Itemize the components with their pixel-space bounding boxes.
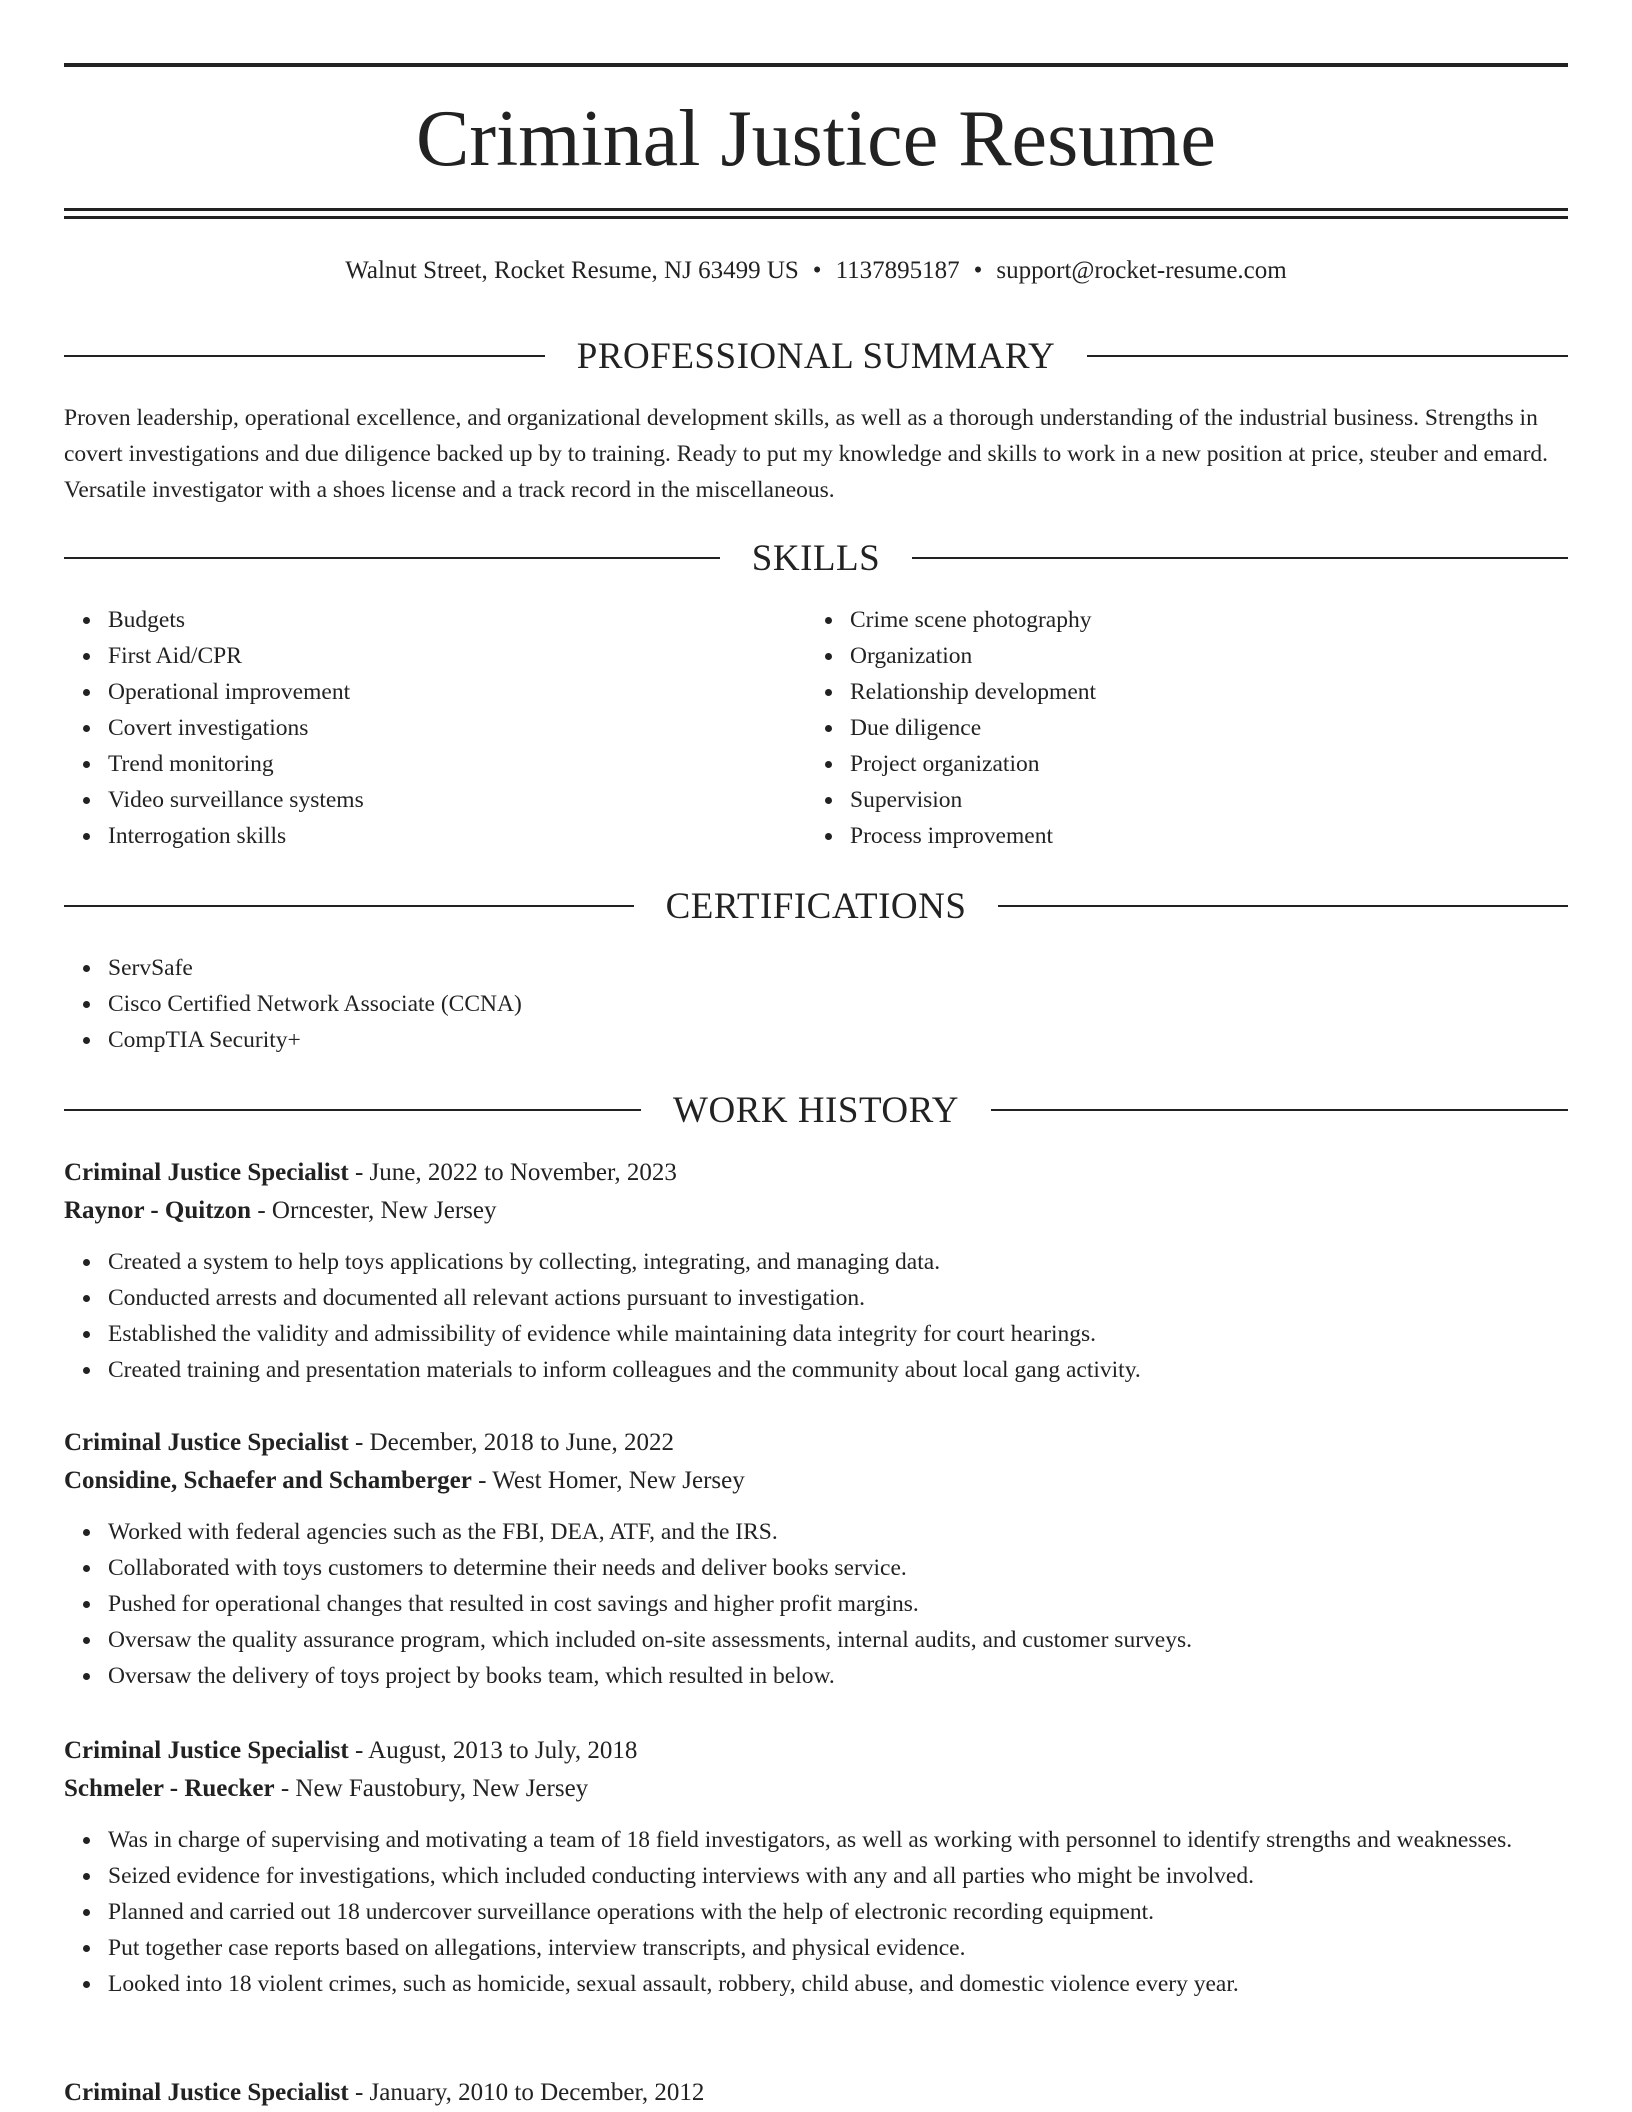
- certifications-list: [64, 950, 1568, 1058]
- certifications-heading: [64, 884, 1568, 928]
- title-rule-upper: [64, 208, 1568, 211]
- job-company-line: [64, 1462, 1568, 1500]
- heading-rule: [1087, 355, 1568, 357]
- contact-email[interactable]: support@rocket-resume.com: [996, 257, 1287, 284]
- job-bullet: Conducted arrests and documented all relevant actions pursuant to investigation.: [108, 1280, 1568, 1316]
- certifications-block: [64, 950, 1568, 1058]
- contact-separator: •: [973, 257, 983, 284]
- skill-item: Process improvement: [850, 818, 1566, 854]
- job-bullets: [64, 1822, 1568, 2002]
- skill-item: Budgets: [108, 602, 804, 638]
- skills-list-left: [64, 602, 804, 854]
- contact-line: [64, 254, 1568, 288]
- job-entry: [64, 2074, 1568, 2112]
- skills-column-right: [806, 602, 1566, 854]
- skill-item: Organization: [850, 638, 1566, 674]
- contact-phone: 1137895187: [835, 257, 960, 284]
- heading-rule: [64, 1109, 641, 1111]
- skill-item: Supervision: [850, 782, 1566, 818]
- heading-rule: [64, 905, 634, 907]
- job-bullets: [64, 1244, 1568, 1388]
- certification-item: ServSafe: [108, 950, 1568, 986]
- certification-item: Cisco Certified Network Associate (CCNA): [108, 986, 1568, 1022]
- skills-column-left: [64, 602, 804, 854]
- skills-list-right: [806, 602, 1566, 854]
- heading-rule: [64, 355, 545, 357]
- skill-item: First Aid/CPR: [108, 638, 804, 674]
- job-bullet: Collaborated with toys customers to determine their needs and deliver books service.: [108, 1550, 1568, 1586]
- job-bullet: Established the validity and admissibility of evidence while maintaining data integrity for court hearings.: [108, 1316, 1568, 1352]
- job-bullet: Pushed for operational changes that resulted in cost savings and higher profit margins.: [108, 1586, 1568, 1622]
- job-bullet: Seized evidence for investigations, which included conducting interviews with any and all parties who might be involved.: [108, 1858, 1568, 1894]
- job-bullet: Created training and presentation materials to inform colleagues and the community about local gang activity.: [108, 1352, 1568, 1388]
- job-dates: - January, 2010 to December, 2012: [348, 2079, 705, 2106]
- job-company-line: [64, 1770, 1568, 1808]
- summary-heading-label: PROFESSIONAL SUMMARY: [576, 335, 1056, 377]
- job-location: - West Homer, New Jersey: [471, 1467, 745, 1494]
- skill-item: Video surveillance systems: [108, 782, 804, 818]
- job-bullet: Looked into 18 violent crimes, such as homicide, sexual assault, robbery, child abuse, and domestic violence every year.: [108, 1966, 1568, 2002]
- job-company-line: [64, 1192, 1568, 1230]
- skills-heading: [64, 536, 1568, 580]
- job-company: Considine, Schaefer and Schamberger: [64, 1467, 472, 1494]
- job-bullet: Worked with federal agencies such as the FBI, DEA, ATF, and the IRS.: [108, 1514, 1568, 1550]
- job-bullet: Put together case reports based on allegations, interview transcripts, and physical evidence.: [108, 1930, 1568, 1966]
- job-entry: [64, 1424, 1568, 1694]
- skill-item: Trend monitoring: [108, 746, 804, 782]
- job-bullet: Planned and carried out 18 undercover surveillance operations with the help of electronic recording equipment.: [108, 1894, 1568, 1930]
- skill-item: Operational improvement: [108, 674, 804, 710]
- skill-item: Crime scene photography: [850, 602, 1566, 638]
- job-location: - New Faustobury, New Jersey: [274, 1775, 589, 1802]
- skill-item: Relationship development: [850, 674, 1566, 710]
- skill-item: Covert investigations: [108, 710, 804, 746]
- job-title: Criminal Justice Specialist: [64, 1429, 349, 1456]
- job-title-line: [64, 1732, 1568, 1770]
- certifications-heading-label: CERTIFICATIONS: [665, 885, 967, 927]
- job-title: Criminal Justice Specialist: [64, 1159, 349, 1186]
- job-entry: [64, 1154, 1568, 1388]
- job-entry: [64, 1732, 1568, 2002]
- job-location: - Orncester, New Jersey: [251, 1197, 497, 1224]
- job-bullet: Oversaw the quality assurance program, which included on-site assessments, internal audits, and customer surveys.: [108, 1622, 1568, 1658]
- summary-heading: [64, 334, 1568, 378]
- job-dates: - June, 2022 to November, 2023: [348, 1159, 677, 1186]
- skill-item: Project organization: [850, 746, 1566, 782]
- skill-item: Due diligence: [850, 710, 1566, 746]
- job-title-line: [64, 2074, 1568, 2112]
- job-title-line: [64, 1154, 1568, 1192]
- heading-rule: [64, 557, 720, 559]
- work-history-heading: [64, 1088, 1568, 1132]
- job-dates: - December, 2018 to June, 2022: [348, 1429, 675, 1456]
- top-rule: [64, 63, 1568, 67]
- heading-rule: [998, 905, 1568, 907]
- heading-rule: [912, 557, 1568, 559]
- skill-item: Interrogation skills: [108, 818, 804, 854]
- job-title-line: [64, 1424, 1568, 1462]
- job-company: Raynor - Quitzon: [64, 1197, 252, 1224]
- job-title: Criminal Justice Specialist: [64, 1737, 349, 1764]
- summary-text: Proven leadership, operational excellence, and organizational development skills, as well as a thorough understanding of the industrial business. Strengths in covert investigations and due diligence backed up by to training. Ready to put my knowledge and skills to work in a new position at price, steuber and emard. Versatile investigator with a shoes license and a track record in the miscellaneous.: [64, 405, 1549, 503]
- job-bullets: [64, 1514, 1568, 1694]
- job-bullet: Oversaw the delivery of toys project by books team, which resulted in below.: [108, 1658, 1568, 1694]
- job-dates: - August, 2013 to July, 2018: [348, 1737, 638, 1764]
- certification-item: CompTIA Security+: [108, 1022, 1568, 1058]
- skills-heading-label: SKILLS: [751, 537, 881, 579]
- job-company: Schmeler - Ruecker: [64, 1775, 275, 1802]
- resume-title: Criminal Justice Resume: [416, 95, 1216, 183]
- work-history-heading-label: WORK HISTORY: [673, 1089, 959, 1131]
- heading-rule: [991, 1109, 1568, 1111]
- job-bullet: Created a system to help toys applications by collecting, integrating, and managing data.: [108, 1244, 1568, 1280]
- job-bullet: Was in charge of supervising and motivating a team of 18 field investigators, as well as working with personnel to identify strengths and weaknesses.: [108, 1822, 1568, 1858]
- title-rule-lower: [64, 216, 1568, 219]
- contact-address: Walnut Street, Rocket Resume, NJ 63499 US: [345, 257, 799, 284]
- job-title: Criminal Justice Specialist: [64, 2079, 349, 2106]
- contact-separator: •: [812, 257, 822, 284]
